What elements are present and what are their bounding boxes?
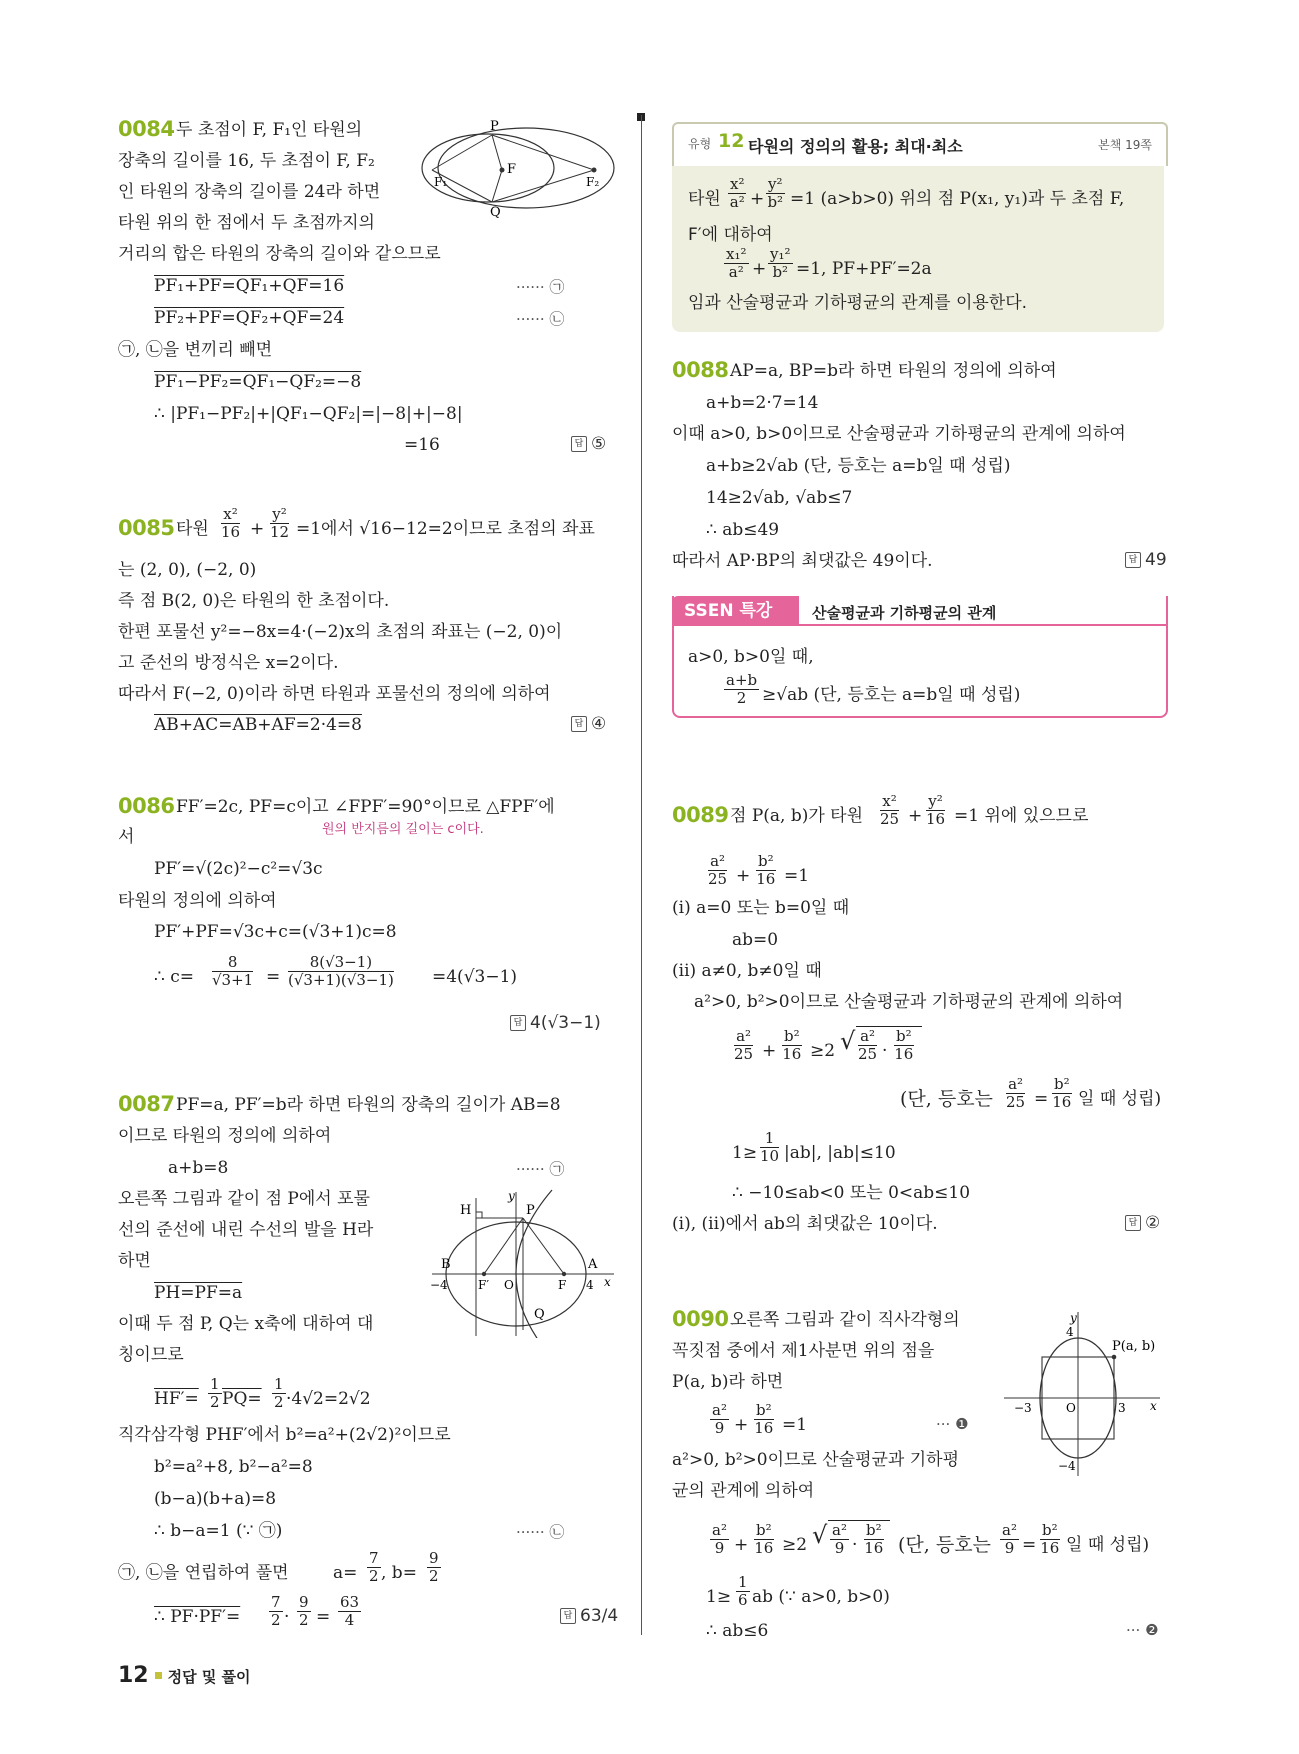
equation-line: 일 때 성립) [1066, 1535, 1150, 1555]
equation-mark: ······ ㉠ [516, 278, 565, 296]
fig-label: F [558, 1278, 567, 1292]
problem-number: 0084 [118, 117, 175, 141]
text-line: 선의 준선에 내린 수선의 발을 H라 [118, 1220, 374, 1240]
text-line: 칭이므로 [118, 1345, 184, 1365]
footer-title: 정답 및 풀이 [167, 1668, 251, 1686]
text-line: (ii) a≠0, b≠0일 때 [672, 961, 822, 981]
footer-square-icon [155, 1672, 162, 1679]
equation-line: ∴ −10≤ab<0 또는 0<ab≤10 [732, 1183, 971, 1203]
ssen-label: SSEN 특강 [672, 596, 799, 626]
fraction: $\frac{\text{b²}}{16}$ [1040, 1521, 1060, 1557]
equation-line: ab=0 [732, 930, 779, 950]
text-line: 이때 두 점 P, Q는 x축에 대하여 대 [118, 1314, 374, 1334]
focus-point [592, 168, 597, 173]
equation-line: 14≥2√ab, √ab≤7 [706, 488, 853, 508]
fraction: $\frac{1}{10}$ [760, 1129, 780, 1165]
text-line: 이므로 타원의 정의에 의하여 [118, 1126, 332, 1146]
text-line: 즉 점 B(2, 0)은 타원의 한 초점이다. [118, 591, 390, 611]
fraction: $\frac{9}{2}$ [299, 1593, 309, 1629]
fig-label: −4 [1058, 1459, 1076, 1473]
fraction: $\frac{\text{b²}}{16}$ [782, 1027, 802, 1063]
focus-point [562, 1272, 566, 1276]
equation-line: 일 때 성립) [1078, 1089, 1162, 1109]
text-line: · [852, 1535, 858, 1555]
text-line: · [284, 1607, 290, 1627]
fraction: $\frac{\text{x²}}{16}$ [221, 505, 241, 541]
text-line: 점 P(a, b)가 타원 [730, 806, 864, 826]
answer [510, 1013, 601, 1033]
type-box-header [672, 122, 1168, 166]
fig-label: −3 [1014, 1401, 1032, 1415]
equation-line: ·4√2=2√2 [286, 1389, 371, 1409]
text-line: 서 [118, 827, 135, 847]
fraction: $\frac{\text{a²}}{9}$ [832, 1521, 847, 1557]
fig-label: 4 [1066, 1325, 1074, 1339]
answer-icon: 답 [560, 1608, 576, 1624]
text-line: + [750, 189, 765, 209]
problem-number: 0086 [118, 794, 175, 818]
type-number: 12 [718, 130, 745, 152]
text-line: 인 타원의 장축의 길이를 24라 하면 [118, 182, 381, 202]
fig-label: P [526, 1203, 535, 1218]
fraction: $\frac{\text{a²}}{25}$ [734, 1027, 754, 1063]
equation-line: a+b≥2√ab (단, 등호는 a=b일 때 성립) [706, 456, 1011, 476]
problem-number: 0085 [118, 516, 175, 540]
fraction: $\frac{\text{b²}}{16}$ [1052, 1075, 1072, 1111]
text-line: ㉠, ㉡을 연립하여 풀면 [118, 1563, 289, 1583]
answer-value: 49 [1145, 550, 1167, 570]
equation-line: (단, 등호는 [900, 1088, 993, 1110]
fig-label: F₂ [586, 175, 600, 189]
fig-label: Q [490, 205, 501, 218]
answer-icon: 답 [510, 1015, 526, 1031]
type-box-body [672, 166, 1164, 332]
fig-label: −4 [430, 1278, 448, 1292]
text-line: · [882, 1041, 888, 1061]
fraction: $\frac{\text{a²}}{25}$ [858, 1027, 878, 1063]
text-line: 따라서 F(−2, 0)이라 하면 타원과 포물선의 정의에 의하여 [118, 684, 551, 704]
fig-label: O [504, 1278, 514, 1292]
fraction: $\frac{\text{y²}}{\text{b²}}$ [767, 175, 784, 211]
page-footer [118, 1663, 251, 1688]
equation-line: |ab|, |ab|≤10 [784, 1143, 896, 1163]
sqrt-sign: √ [812, 1521, 828, 1549]
equation-line: ∴ ab≤6 [706, 1621, 769, 1641]
fraction: $\frac{\text{b²}}{16}$ [756, 852, 776, 888]
fraction: $\frac{\text{x²}}{25}$ [880, 792, 900, 828]
problem-number: 0087 [118, 1092, 175, 1116]
equation-line: ∴ c= [154, 967, 194, 987]
text-line: FF′=2c, PF=c이고 ∠FPF′=90°이므로 △FPF′에 [176, 797, 555, 817]
fraction: $\frac{\text{a²}}{25}$ [1006, 1075, 1026, 1111]
text-line: 임과 산술평균과 기하평균의 관계를 이용한다. [688, 293, 1028, 313]
text-line: 오른쪽 그림과 같이 직사각형의 [730, 1310, 960, 1330]
equation-line: 1≥ [732, 1143, 758, 1163]
right-angle-marker [476, 1212, 482, 1218]
fig-label: P [490, 119, 499, 134]
equation-line: PQ= [222, 1389, 262, 1409]
type-label: 유형 [688, 137, 712, 151]
equation-line: a= [333, 1563, 358, 1583]
equation-line: ab (∵ a>0, b>0) [752, 1587, 890, 1607]
text-line: 는 (2, 0), (−2, 0) [118, 560, 257, 580]
fraction: $\frac{\text{a²}}{25}$ [708, 852, 728, 888]
fraction: $\frac{\text{b²}}{16}$ [754, 1401, 774, 1437]
answer [560, 1606, 618, 1626]
equation-mark: ··· ❷ [1126, 1621, 1159, 1639]
text-line: 오른쪽 그림과 같이 점 P에서 포물 [118, 1189, 370, 1209]
ssen-line: a>0, b>0일 때, [688, 647, 814, 667]
text-line: = [316, 1607, 331, 1627]
text-line: 타원 위의 한 점에서 두 초점까지의 [118, 213, 375, 233]
fraction: $\frac{\text{b²}}{16}$ [864, 1521, 884, 1557]
fig-label: P(a, b) [1112, 1339, 1156, 1354]
text-line: =1 (a>b>0) 위의 점 P(x₁, y₁)과 두 초점 F, [790, 189, 1125, 209]
text-line: + [734, 1415, 749, 1435]
equation-line: 1≥ [706, 1587, 732, 1607]
fig-label: y [508, 1189, 515, 1203]
text-line: 직각삼각형 PHF′에서 b²=a²+(2√2)²이므로 [118, 1425, 451, 1445]
equation-line: a+b=2·7=14 [706, 393, 819, 413]
equation-line: PF′=√(2c)²−c²=√3c [154, 859, 323, 879]
equation-line: PF₂+PF=QF₂+QF=24 [154, 308, 345, 328]
answer [571, 434, 606, 454]
text-line: 하면 [118, 1251, 151, 1271]
fig-label: 4 [586, 1278, 594, 1292]
equation-line: ≥2 [810, 1041, 836, 1061]
focus-point [482, 1272, 486, 1276]
vertex-point [1112, 1355, 1117, 1360]
equation-line: ∴ |PF₁−PF₂|+|QF₁−QF₂|=|−8|+|−8| [154, 404, 463, 424]
fraction: $\frac{\text{x²}}{\text{a²}}$ [729, 175, 745, 211]
answer-icon: 답 [1125, 1215, 1141, 1231]
fraction: $\frac{63}{4}$ [340, 1593, 360, 1629]
answer-value: ④ [591, 714, 607, 734]
text-line: + [250, 519, 265, 539]
column-divider [641, 115, 642, 1635]
text-line: 장축의 길이를 16, 두 초점이 F, F₂ [118, 151, 375, 171]
focus-point [500, 168, 505, 173]
fraction: $\frac{\text{y₁²}}{\text{b²}}$ [770, 245, 791, 281]
fraction: $\frac{1}{2}$ [210, 1375, 220, 1411]
fig-label: F₁ [434, 175, 448, 189]
fraction: $\frac{\text{a²}}{9}$ [1002, 1521, 1017, 1557]
text-line: 이때 a>0, b>0이므로 산술평균과 기하평균의 관계에 의하여 [672, 424, 1126, 444]
equation-line: =1 [784, 866, 810, 886]
answer [1125, 1213, 1160, 1233]
equation-line: (단, 등호는 [898, 1534, 991, 1556]
fig-label: x [604, 1275, 611, 1289]
fig-label: x [1150, 1399, 1157, 1413]
text-line: 고 준선의 방정식은 x=2이다. [118, 653, 339, 673]
segment [492, 170, 502, 202]
equation-line: PF₁+PF=QF₁+QF=16 [154, 276, 345, 296]
equation-line: HF′= [154, 1389, 199, 1409]
fig-label: O [1066, 1401, 1076, 1415]
answer [571, 714, 606, 734]
text-line: P(a, b)라 하면 [672, 1372, 784, 1392]
fraction: $\frac{7}{2}$ [369, 1549, 379, 1585]
equation-line: =1 [782, 1415, 808, 1435]
fraction: $\frac{\text{b²}}{16}$ [894, 1027, 914, 1063]
answer-icon: 답 [571, 716, 587, 732]
annotation-note: 원의 반지름의 길이는 c이다. [322, 822, 484, 837]
fig-label: A [588, 1257, 598, 1272]
fraction: $\frac{\text{a²}}{9}$ [712, 1521, 727, 1557]
equation-mark: ······ ㉡ [516, 310, 565, 328]
problem-number: 0090 [672, 1307, 729, 1331]
answer-icon: 답 [1125, 552, 1141, 568]
text-line: (i) a=0 또는 b=0일 때 [672, 898, 850, 918]
ssen-header [672, 596, 1166, 626]
equation-line: PH=PF=a [154, 1283, 243, 1303]
fraction: $\frac{\text{x₁²}}{\text{a²}}$ [726, 245, 747, 281]
text-line: + [752, 259, 767, 279]
fraction: $\frac{a+b}{2}$ [726, 671, 758, 707]
equation-line: =4(√3−1) [432, 967, 518, 987]
text-line: 꼭짓점 중에서 제1사분면 위의 점을 [672, 1341, 935, 1361]
problem-number: 0089 [672, 803, 729, 827]
equation-line: PF′+PF=√3c+c=(√3+1)c=8 [154, 922, 397, 942]
type-title: 타원의 정의의 활용; 최대·최소 [748, 137, 963, 156]
ssen-title: 산술평균과 기하평균의 관계 [812, 604, 997, 622]
text-line: PF=a, PF′=b라 하면 타원의 장축의 길이가 AB=8 [176, 1095, 561, 1115]
fig-label: y [1070, 1311, 1077, 1325]
equation-line: (b−a)(b+a)=8 [154, 1489, 277, 1509]
text-line: 타원 [176, 519, 209, 539]
text-line: 두 초점이 F, F₁인 타원의 [176, 120, 363, 140]
equation-line: ∴ ab≤49 [706, 520, 780, 540]
fraction: $\frac{1}{6}$ [738, 1573, 748, 1609]
answer-value: 63/4 [580, 1606, 619, 1626]
text-line: a²>0, b²>0이므로 산술평균과 기하평균의 관계에 의하여 [694, 992, 1124, 1012]
text-line: =1에서 √16−12=2이므로 초점의 좌표 [296, 519, 595, 539]
fraction: $\frac{8(√3-1)}{(√3+1)(√3-1)}$ [288, 953, 394, 989]
segment-pf-prime [484, 1218, 523, 1274]
problem-number: 0088 [672, 358, 729, 382]
fraction: $\frac{\text{b²}}{16}$ [754, 1521, 774, 1557]
page-number: 12 [118, 1663, 149, 1688]
answer [1125, 550, 1167, 570]
text-line: = [266, 967, 281, 987]
sqrt-sign: √ [840, 1027, 856, 1055]
text-line: 타원 [688, 189, 721, 209]
fig-label: F [507, 162, 517, 177]
text-line: = [1022, 1535, 1037, 1555]
fraction: $\frac{8}{√3+1}$ [212, 953, 254, 989]
answer-icon: 답 [571, 436, 587, 452]
ellipse-small [422, 134, 554, 202]
text-line: ㉠, ㉡을 변끼리 빼면 [118, 340, 273, 360]
text-line: + [908, 806, 923, 826]
text-line: =1 위에 있으므로 [954, 806, 1089, 826]
text-line: F′에 대하여 [688, 225, 773, 245]
text-line: (i), (ii)에서 ab의 최댓값은 10이다. [672, 1214, 938, 1234]
text-line: 균의 관계에 의하여 [672, 1481, 815, 1501]
fig-label: B [441, 1257, 451, 1272]
equation-mark: ··· ❶ [936, 1415, 969, 1433]
ellipses-figure [412, 118, 618, 218]
text-line: AP=a, BP=b라 하면 타원의 정의에 의하여 [730, 361, 1057, 381]
text-line: 거리의 합은 타원의 장축의 길이와 같으므로 [118, 244, 441, 264]
fig-label: F′ [478, 1278, 490, 1292]
equation-line: =16 [404, 435, 440, 455]
equation-line: b²=a²+8, b²−a²=8 [154, 1457, 313, 1477]
equation-line: AB+AC=AB+AF=2·4=8 [154, 715, 362, 735]
fraction: $\frac{\text{y²}}{16}$ [926, 792, 946, 828]
answer-value: ⑤ [591, 434, 607, 454]
text-line: =1, PF+PF′=2a [796, 259, 932, 279]
equation-line: ∴ b−a=1 (∵ ㉠) [154, 1521, 283, 1541]
fraction: $\frac{9}{2}$ [429, 1549, 439, 1585]
fraction: $\frac{1}{2}$ [274, 1375, 284, 1411]
equation-mark: ······ ㉡ [516, 1523, 565, 1541]
text-line: 따라서 AP·BP의 최댓값은 49이다. [672, 551, 933, 571]
segment [492, 135, 502, 170]
answer-value: 4(√3−1) [530, 1013, 601, 1033]
equation-line: ∴ PF·PF′= [154, 1607, 241, 1627]
ellipse-parabola-figure [428, 1188, 618, 1338]
fig-label: H [460, 1203, 472, 1218]
fig-label: Q [534, 1307, 545, 1322]
text-line: a²>0, b²>0이므로 산술평균과 기하평 [672, 1450, 960, 1470]
equation-line: PF₁−PF₂=QF₁−QF₂=−8 [154, 372, 362, 392]
type-ref: 본책 19쪽 [1098, 138, 1152, 152]
type-box [672, 122, 1164, 332]
equation-line: ≥2 [782, 1535, 808, 1555]
fig-label: 3 [1118, 1401, 1126, 1415]
fraction: $\frac{\text{a²}}{9}$ [712, 1401, 727, 1437]
fraction: $\frac{\text{y²}}{12}$ [270, 505, 290, 541]
equation-line: a+b=8 [168, 1158, 229, 1178]
text-line: 타원의 정의에 의하여 [118, 891, 277, 911]
text-line: = [1034, 1089, 1049, 1109]
text-line: + [762, 1041, 777, 1061]
text-line: + [734, 1535, 749, 1555]
answer-value: ② [1145, 1213, 1161, 1233]
rectangle-ellipse-figure [1000, 1306, 1164, 1482]
equation-line: , b= [381, 1563, 417, 1583]
text-line: + [736, 866, 751, 886]
text-line: 한편 포물선 y²=−8x=4·(−2)x의 초점의 좌표는 (−2, 0)이 [118, 622, 563, 642]
fraction: $\frac{7}{2}$ [271, 1593, 281, 1629]
equation-mark: ······ ㉠ [516, 1160, 565, 1178]
ssen-line: ≥√ab (단, 등호는 a=b일 때 성립) [762, 685, 1021, 705]
